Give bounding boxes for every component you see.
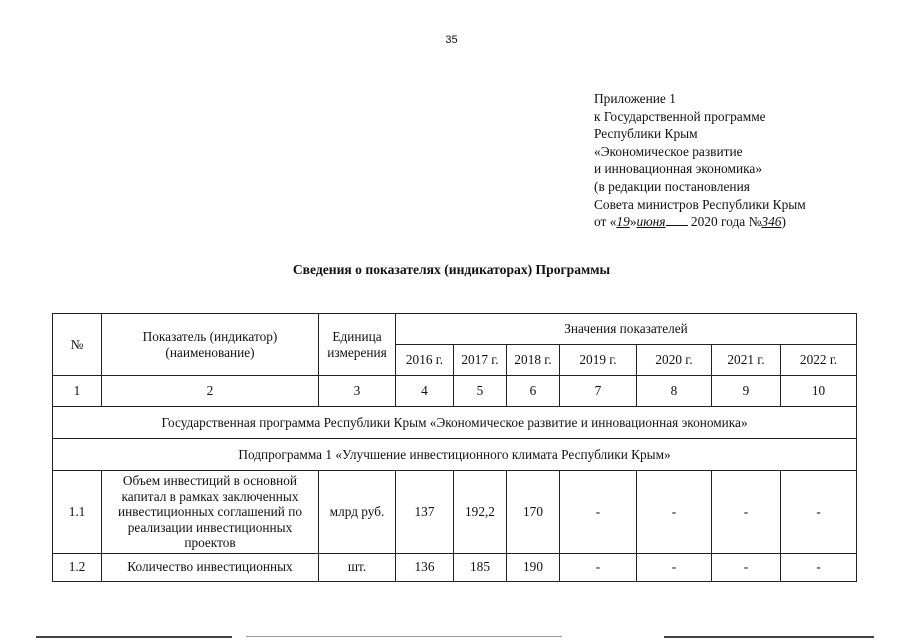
header-year: 2019 г. [560,345,637,376]
row-unit: млрд руб. [319,471,396,554]
indicators-table [52,313,857,582]
appendix-line: Совета министров Республики Крым [594,196,806,212]
column-number: 7 [560,376,637,407]
row-value: - [781,553,857,581]
header-row [53,314,857,345]
page-number: 35 [445,34,458,46]
column-numbers-row [53,376,857,407]
row-value: - [637,553,712,581]
table-row [53,471,857,554]
column-number: 2 [102,376,319,407]
row-value: 170 [507,471,560,554]
row-value: - [637,471,712,554]
row-num: 1.2 [53,553,102,581]
table-row [53,553,857,581]
header-values: Значения показателей [396,314,857,345]
handwritten-day: 19 [616,214,630,230]
date-sep: » [629,214,637,230]
header-unit: Единица измерения [319,314,396,376]
column-number: 8 [637,376,712,407]
row-value: - [560,553,637,581]
appendix-line: Республики Крым [594,126,698,142]
appendix-line: Приложение 1 [594,91,676,106]
column-number: 6 [507,376,560,407]
year-text: 2020 года № [690,214,762,230]
appendix-line: «Экономическое развитие [594,143,743,159]
row-indicator-name: Количество инвестиционных [102,553,319,581]
month-blank [666,225,688,226]
subprogram-row [53,439,857,471]
scan-edge-line [664,636,874,638]
row-value: 192,2 [454,471,507,554]
header-year: 2017 г. [454,345,507,376]
row-num: 1.1 [53,471,102,554]
header-year: 2020 г. [637,345,712,376]
column-number: 3 [319,376,396,407]
row-value: - [560,471,637,554]
table-title: Сведения о показателях (индикаторах) Программы [292,262,611,277]
close-paren: ) [781,214,786,230]
program-title: Государственная программа Республики Крым «Экономическое развитие и инновационная экономика» [53,407,857,439]
header-indicator: Показатель (индикатор) (наименование) [102,314,319,376]
column-number: 10 [781,376,857,407]
appendix-line: к Государственной программе [594,108,766,124]
handwritten-number: 346 [761,214,782,230]
scan-edge-line [36,636,232,638]
column-number: 4 [396,376,454,407]
handwritten-month: июня [636,214,666,230]
row-value: 190 [507,553,560,581]
column-number: 5 [454,376,507,407]
header-year: 2016 г. [396,345,454,376]
appendix-line: и инновационная экономика» [594,161,763,177]
column-number: 1 [53,376,102,407]
row-value: - [712,553,781,581]
appendix-line: (в редакции постановления [594,178,750,194]
row-value: - [781,471,857,554]
header-year: 2021 г. [712,345,781,376]
date-prefix: от « [594,214,617,230]
header-num: № [53,314,102,376]
row-unit: шт. [319,553,396,581]
scan-edge-line [246,636,562,637]
appendix-date-line [594,213,806,231]
row-value: 136 [396,553,454,581]
program-row [53,407,857,439]
column-number: 9 [712,376,781,407]
row-indicator-name: Объем инвестиций в основной капитал в рамках заключенных инвестиционных соглашений по реализации инвестиционных проектов [102,471,319,554]
row-value: 185 [454,553,507,581]
appendix-header [594,90,806,231]
header-year: 2018 г. [507,345,560,376]
header-year: 2022 г. [781,345,857,376]
row-value: - [712,471,781,554]
row-value: 137 [396,471,454,554]
subprogram-title: Подпрограмма 1 «Улучшение инвестиционного климата Республики Крым» [53,439,857,471]
